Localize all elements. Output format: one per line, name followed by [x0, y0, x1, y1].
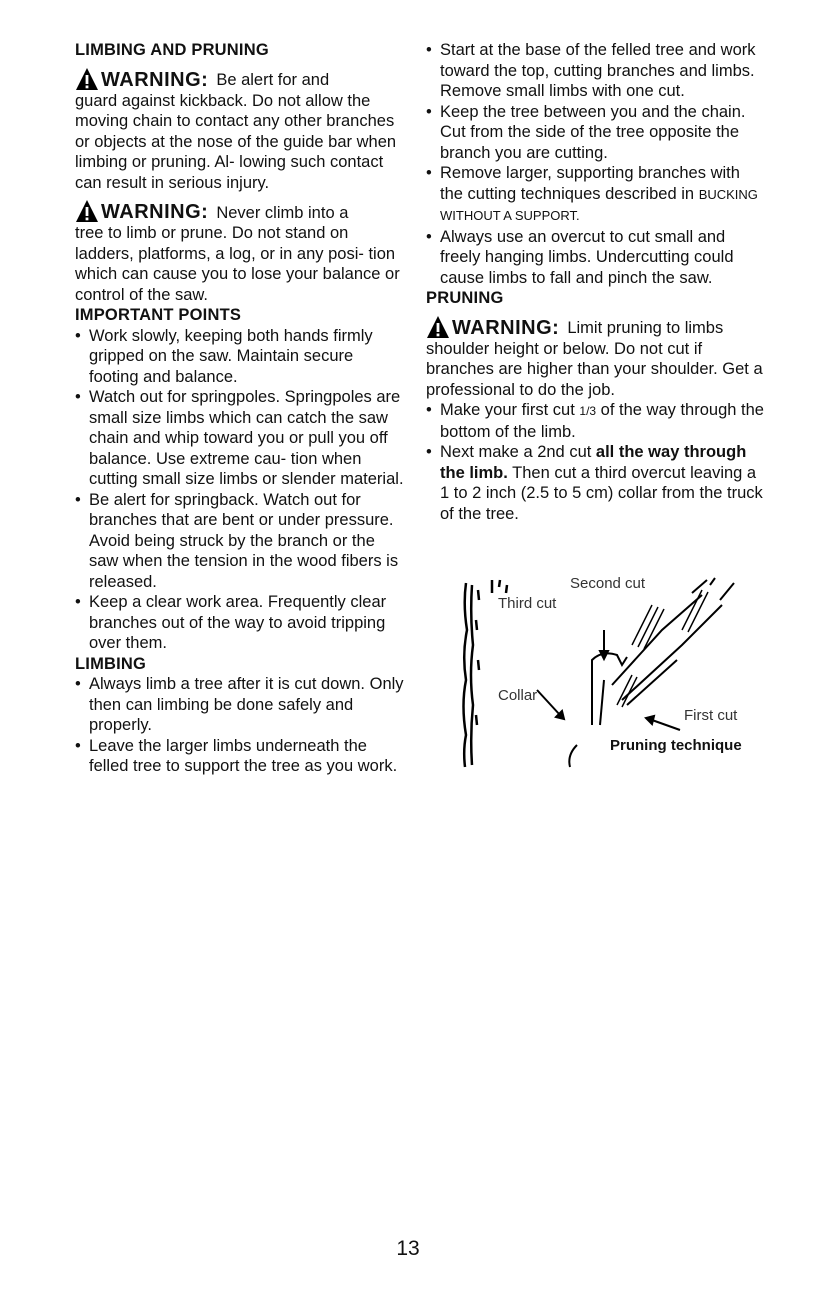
warning-lead-text: Limit pruning to limbs	[567, 319, 724, 337]
fraction: 1/3	[579, 404, 597, 418]
pruning-technique-figure	[452, 575, 782, 770]
section-heading-limbing-and-pruning: LIMBING AND PRUNING	[75, 41, 269, 59]
warning-pruning-height	[426, 315, 764, 339]
warning-lead-text: Never climb into a	[216, 203, 349, 222]
limbing-list	[75, 674, 405, 777]
left-column	[75, 40, 405, 777]
figure-caption: Pruning technique	[610, 737, 742, 754]
list-item: • Be alert for springback. Watch out for branches that are bent or under pressure. Avoid being struck by the branch or the saw when the tension in the wood fibers is released.	[75, 490, 405, 593]
list-item: • Start at the base of the felled tree and work toward the top, cutting branches and limbs. Remove small limbs with one cut.	[426, 40, 764, 102]
warning-kickback	[75, 67, 405, 91]
cut-hatching	[617, 590, 708, 707]
list-item: • Keep the tree between you and the chain. Cut from the side of the tree opposite the branch you are cutting.	[426, 102, 764, 164]
section-heading-pruning: PRUNING	[426, 289, 504, 307]
page-number: 13	[396, 1237, 420, 1260]
list-item: • Watch out for springpoles. Springpoles are small size limbs which can catch the saw chain and whip toward you or pull you off balance. Use extreme cau- tion when cutting small size limbs or slender material.	[75, 387, 405, 490]
emphasis-text: all the way through the limb.	[440, 443, 747, 482]
list-item	[426, 163, 764, 227]
label-second-cut: Second cut	[570, 575, 646, 592]
list-item-text: Remove larger, supporting branches with the cutting techniques described in	[440, 164, 740, 203]
limbing-list-continued	[426, 40, 764, 288]
cross-reference: BUCKING WITHOUT A SUPPORT.	[440, 186, 758, 223]
list-item: • Leave the larger limbs underneath the felled tree to support the tree as you work.	[75, 736, 405, 777]
label-collar: Collar	[498, 687, 538, 704]
list-item-text: of the way through the bottom of the limb.	[440, 401, 764, 441]
warning-lead-text: Be alert for and	[216, 71, 330, 89]
warning-label: WARNING:	[452, 316, 560, 339]
list-item: • Work slowly, keeping both hands firmly gripped on the saw. Maintain secure footing and balance.	[75, 326, 405, 388]
list-item: • Always limb a tree after it is cut down. Only then can limbing be done safely and properly.	[75, 674, 405, 736]
list-item-text: Next make a 2nd cut	[440, 443, 592, 461]
warning-label: WARNING:	[101, 68, 209, 91]
warning-body: tree to limb or prune. Do not stand on ladders, platforms, a log, or in any posi- tion which can cause you to lose your balance or control of the saw.	[75, 224, 400, 304]
pruning-list	[426, 400, 764, 524]
important-points-list	[75, 326, 405, 654]
warning-body: shoulder height or below. Do not cut if branches are higher than your shoulder. Get a professional to do the job.	[426, 339, 763, 399]
warning-triangle-icon	[75, 67, 99, 91]
warning-climb	[75, 199, 405, 223]
section-heading-limbing: LIMBING	[75, 654, 147, 673]
warning-triangle-icon	[426, 315, 450, 339]
list-item-text: Make your first cut	[440, 401, 575, 419]
section-heading-important-points: IMPORTANT POINTS	[75, 306, 242, 324]
label-third-cut: Third cut	[498, 595, 557, 612]
list-item-text: Then cut a third overcut leaving a 1 to 2 inch (2.5 to 5 cm) collar from the truck of the tree.	[440, 463, 763, 523]
warning-triangle-icon	[75, 199, 99, 223]
list-item: • Keep a clear work area. Frequently clear branches out of the way to avoid tripping over them.	[75, 592, 405, 654]
list-item	[426, 400, 764, 442]
list-item	[426, 442, 764, 524]
right-column	[426, 40, 764, 524]
warning-label: WARNING:	[101, 201, 209, 223]
list-item: • Always use an overcut to cut small and freely hanging limbs. Undercutting could cause limbs to fall and pinch the saw.	[426, 227, 764, 289]
limb-illustration	[592, 578, 734, 725]
label-first-cut: First cut	[684, 707, 738, 724]
warning-body: guard against kickback. Do not allow the moving chain to contact any other branches or objects at the nose of the guide bar when limbing or pruning. Al- lowing such contact can result in serious injury.	[75, 91, 397, 192]
